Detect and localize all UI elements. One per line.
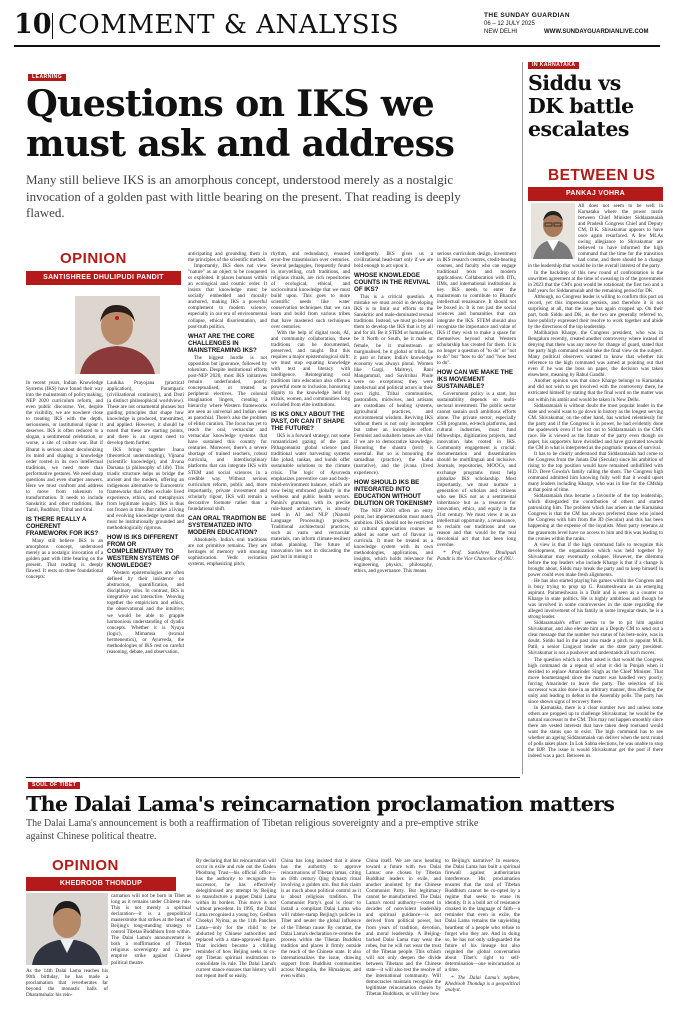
website: WWW.SUNDAYGUARDIANLIVE.COM [544,29,649,35]
siddu-headline [528,72,663,141]
section-rule [26,777,520,778]
siddu-body [528,203,663,1019]
city: NEW DELHI [484,29,518,35]
siddu-p1: All does not seem to be well in Karnataka where the power tussle between Chief Minister Siddaramaiah and Pradesh Congress Chief and Deputy CM, D.K. Shivakumar appears to have once again resurfaced. A few MLAs owing allegiance to Shivakumar are believed to have informed the high command that the time for the transition had come, and there should be a change in the leadership that would be in the overall interest of the party. [528,203,663,270]
iks-deck: Many still believe IKS is an amorphous concept, understood merely as a nostalgic invocation of a golden past with little bearing on the present. That reading is deeply flawed. [26,172,461,220]
page-number: 10 [14,9,52,40]
paper-name: THE SUNDAY GUARDIAN [484,12,570,19]
iks-headline-line1: Questions on IKS we [26,82,434,125]
iks-col5-p1: intelligently. IKS gives us a civilizational head-start only if we are bold enough to act upon it. [354,251,433,270]
siddu-p10: He has also started playing his games within the Congress and is busy trying to prop up G. Parameshwara as an emerging aspirant. Parameshwara is a Dalit and is seen as a counter to Kharge in state politics. He is highly ambitious and though he was involved in some controversies in the state regarding the alleged involvement of his family in some irregular deals, he is a strong leader. [528,577,663,621]
iks-col6-p2: Government policy is a start, but sustainability depends on multi-sectoral investment. The public sector cannot sustain such ambitious efforts alone. The private sector, especially CSR programs, ed-tech platforms, and cultural industries, must fund fellowships, digitization projects, and innovation labs rooted in IKS. Community engagement is crucial: documentation and dissemination should be multilingual and inclusive. Journals, repositories, MOOCs, and exchange programs must help globalize IKS scholarship. Most importantly, we must nurture a generation of scholars and citizens who see IKS not as a sentimental inheritance but as a resource for innovation, ethics, and equity in the 21st century. We must view it as an intellectual opportunity, a renaissance, to reclaim our traditions and use reason and that would be the real decolonial act that has been long overdue. [437,390,516,549]
iks-subhead-integrated: HOW SHOULD IKS BE INTEGRATED INTO EDUCATION WITHOUT DILUTION OR TOKENISM? [354,478,433,507]
iks-author-photo [75,296,160,374]
dalai-col-2: carnation will not be born in Tibet as long as it remains under Chinese rule. This is not merely a spiritual declaration—it is a geopolitical masterstroke that strikes at the heart of Beijing's long-standing strategy to control Tibetan Buddhism from within. The Dalai Lama's announcement is both a reaffirmation of Tibetan religious sovereignty and a pre-emptive strike against Chinese political theatre. [111,893,191,966]
siddu-p6: Siddaramaiah is without doubt the most popular leader in the state and would want to go down in history as the longest serving CM. Shivakumar, on the other hand, has worked relentlessly for the party and if the Congress is in power, he had evidently done the spadework even if he lost out to Siddaramaiah in the CM's race. He is viewed as the future of the party even though on paper, his supporters have dwindled and have gravitated towards the CM in what is interpreted as the pragmatic means of survival. [528,402,663,451]
iks-author-note: * Prof. Santishree Dhulipudi Pandit is the Vice Chancellor of JNU. [437,550,516,563]
iks-col-3 [188,251,267,776]
iks-author-byline: SANTISHREE DHULIPUDI PANDIT [26,271,181,285]
dalai-author-byline: KHEDROOB THONDUP [26,877,176,891]
siddu-p3: Although, no Congress leader is willing to confirm this pact on record, yet this impression persists, and therefore it is not surprising at all, that the issue has again cropped up. On their part, both Siddu and DK, as the two are generally referred to, have publicly expressed their resolve to work together and abide by the directions of the top leadership. [528,293,663,330]
iks-col3-p2: Importantly, IKS does not view "nature" as an object to be conquered or exploited. It places humans within an ecological and cosmic order. It insists that knowledge must be socially embedded and morally anchored, making IKS a powerful complement to modern science, especially in our era of environmental collapse, ethical disorientation, and post-truth politics. [188,263,267,330]
iks-subhead-whose: WHOSE KNOWLEDGE COUNTS IN THE REVIVAL OF IKS? [354,272,431,294]
siddu-p13: In Karnataka, there is a clear number two and unless some others are propped up to challenge Shivakumar, he would be the natural successor to the CM. This may not happen smoothly since there are vested interests that have taken deep rootsand would want the status quo to exist. The high command has to see whether an ageing Siddaramaiah can deliver when the next round of polls takes place. In Lok Sabha elections, he was unable to stop the BJP. The issue is would Shivakumar get the post if there indeed was a pact. Between us. [528,704,663,760]
dalai-col-5: China itself. We are now heading toward a future with two Dalai Lamas: one chosen by Tibetan Buddhist leaders in exile, and another anointed by the Chinese Communist Party. But legitimacy cannot be manufactured. The Dalai Lama's moral authority—rooted in decades of nonviolent leadership and spiritual guidance—is not derived from political power, but from years of tradition, devotion, and moral leadership. A Beijing-backed Dalai Lama may wear the robes, but he will not wear the trust of the Tibetan people. This schism will not only deepen the divide between Tibetans and the Chinese state—it will also test the resolve of the international community. Will democracies maintain recognize the legitimate reincarnation chosen by Tibetan Buddhists, or will they bow [366,858,441,998]
iks-col4-p2: With the help of digital tools, AI, and community collaboration, these traditions can be documented, preserved, and taught. But this requires a major epistemological shift: we must stop equating knowledge with text and literacy with intelligence. Reintegrating oral traditions into education also offers a powerful route to inclusion, honouring dignity to the knowledge held by tribals, women, and communities long excluded from elite institutions. [271,329,350,409]
iks-subhead-western: HOW IS IKS DIFFERENT FROM OR COMPLEMENTARY TO WESTERN SYSTEMS OF KNOWLEDGE? [107,534,180,570]
iks-col1-p1: In recent years, Indian Knowledge Systems (IKS) have found their way into the mainstream of policymaking, NEP 2020 curriculum reform, and even public discourse. Yet, despite the visibility, we are nowhere close to treating IKS with the depth, seriousness, or institutional rigour it deserves. IKS is often reduced to a slogan, a sentimental celebration, or worse, a site of culture war. But if Bharat is serious about decolonizing its mind and shaping a knowledge order rooted in its own intellectual traditions, we need more than performative gestures. We need sharp questions and even sharper answers. Here we must confront and address to move from tokenism to transformation. It needs to include Sanskritic and other traditions, like Tamil, Buddhist, Tribal and Oral. [26,380,103,513]
dalai-author-photo [26,893,108,965]
iks-opinion-label: OPINION [60,250,127,267]
dalai-col-6 [445,858,520,1022]
page-divider [52,13,53,39]
siddu-p11: Siddaramaiah's effort seems to be to pit him against Shivakumar, and also elevate him as a Deputy CM to send out a clear message that the number two status of his bete-noire, was in doubt. Siddu had in the past also made a pitch to appoint M.B. Patil, a senior Lingayat leader as the state party president. Shivakumar is not a pushover and understands all such moves. [528,620,663,657]
iks-headline-line2: must ask and address [26,122,455,165]
column-divider [522,62,523,774]
iks-subhead-future: IS IKS ONLY ABOUT THE PAST, OR CAN IT SHAPE THE FUTURE? [271,411,345,433]
iks-col-1 [26,380,103,780]
iks-col4-p3: IKS is a forward strategy, not some romanticized gazing of the past. Pithagoreanist global science (and traditional water harvesting systems like johad, tankas, and kunds offer sustainable solutions to the climate crisis. The logic of Ayurveda emphasizes preventive care and body-mind-environment balance, which are now being embraced globally in the wellness and public health sectors. Panini's grammar, with its precise rule-based architecture, is already used in AI and NLP (Natural Language Processing) projects. Traditional architectural practices, such as vastu and vernacular materials, can inform climate-resilient urban planning. The future of innovation lies not in discarding the past but in mining it [271,433,350,561]
dalai-author-note: * The Dalai Lama's nephew, Khedroob Thondup is a geopolitical analyst. [445,974,520,993]
iks-headline [26,84,486,164]
dateline: 06 – 12 JULY 2025 [484,21,535,27]
iks-col3-p4: Absolutely. India's oral traditions are not primitive remains. They are heritages of memory with stunning sophistication. Vedic recitation systems, emphasizing pitch, [188,536,267,568]
iks-col2-p2: IKS brings together Jnana (theoretical understanding), Vijnana (scientific knowledge), and Jivana Darsana (a philosophy of life). This triadic structure helps us bridge the ancient and the modern, offering an indigenous alternative to Eurocentric frameworks that often exclude lived experience, ethics, and metaphysics from legitimate inquiry. IKS is thus not frozen in time. But rather a living and evolving knowledge system that must be institutionally grounded and methodologically rigorous. [107,446,184,532]
iks-col6-p1: serious curriculum design, investment in IKS research centres, credit-bearing courses, and faculty who can engage traditional texts and modern applications. Collaboration with IITs, IIMs, and international institutions is key. IKS needs to enter the mainstream to contribute to Bharat's intellectual renaissance. It should not be boxed in. It is not just the social sciences and humanities that can integrate the IKS. STEM should also recognize the importance and value of IKS if they wish to make a space for themselves beyond what Western scholarship has created for them. It is no longer a question of "to do" or "not to do" but "how to do" and "how best to do". [437,251,516,366]
iks-col1-p2: Many still believe IKS is an amorphous concept, understood merely as a nostalgic invocation of a golden past with little bearing on the present. That reading is deeply flawed. It rests on three foundational concepts: [26,538,103,581]
iks-col-2 [107,380,184,780]
siddu-p7: It has to be clearly understood that Siddaramaiah had come to the Congress from the Janata Dal (Secular) since his ambition of rising to the top position would have remained unfulfilled with H.D. Deve Gowda's family calling the shots. The Congress high command admitted him knowing fully well that it would upset many leaders including Kharge, who was in line for the CMship at that point of time. [528,450,663,494]
siddu-headline-line3: escalates [528,117,629,141]
dalai-deck: The Dalai Lama's announcement is both a reaffirmation of Tibetan religious sovereignty and a pre-emptive strike against Chinese political theatre. [26,818,479,842]
iks-col5-p3: The NEP 2020 offers an entry point, but implementation must match ambition. IKS should not be restricted to cultural appreciation courses or added as some sort of flavour in curricula. It must be treated as a knowledge system with its own methodologies, applications, and insights, which holds relevance for engineering, physics, philosophy, ethics, and governance. This means [354,507,433,575]
dalai-col-4: China has long insisted that it alone has the authority to approve reincarnations of Tibetan lamas, citing an 18th century Qing dynasty ritual involving a golden urn. But this claim is as much about political control as it is about religious tradition. The Communist Party's goal is clear: to install a compliant Dalai Lama who will rubber-stamp Beijing's policies in Tibet and neuter the global influence of the Tibetan cause. By contrast, the Dalai Lama's declaration re-centres the process within the Tibetan Buddhist tradition and places it firmly outside the reach of the Chinese state. It also internationalizes the issue, drawing support from Buddhist communities across Mongolia, the Himalayas, and even within [281,858,361,979]
iks-col2-p1: Laukika Prayojana (practical application), Paramparic (civilizational continuity), and Drsti (a distinct philosophical worldview). These are not ornamental phrases but guiding principles that shape how knowledge is produced, transmitted, and applied. However, it should be noted that these are starting points, and there is an urgent need to develop them further. [107,380,184,447]
iks-subhead-oral: CAN ORAL TRADITION BE SYSTEMATIZED INTO MODERN EDUCATION? [188,514,267,536]
dalai-col-1: As the 14th Dalai Lama reaches his 90th birthday, he has made a proclamation that reverberates far beyond the monastic halls of Dharamshala: his rein- [26,968,108,999]
masthead-rule [14,45,660,47]
masthead [14,10,660,44]
photo-float-space [528,203,578,261]
siddu-headline-line1: Siddu vs [528,71,621,95]
column-name-between-us: BETWEEN US [548,167,656,184]
iks-col-5 [354,251,433,776]
siddu-headline-line2: DK battle [528,94,634,118]
iks-subhead-sustainable: HOW CAN WE MAKE THE IKS MOVEMENT SUSTAINABLE? [437,368,513,390]
section-title: COMMENT & ANALYSIS [58,10,400,40]
iks-subhead-challenges: WHAT ARE THE CORE CHALLENGES IN MAINSTREAMING IKS? [188,332,257,354]
siddu-p12: The question which is often asked is that would the Congress high command do a repeat of what it did in Punjab when it decided to replace Amarinder Singh as the Chief Minister. That move boomeranged since the matter was handled very poorly, forcing Amarinder to leave the party. The selection of his successor was also done in an arbitrary manner, thus affecting the unity and leading to defeat in the Assembly polls. The party has since shown signs of recovery there. [528,656,663,705]
iks-col-4 [271,251,350,776]
iks-col3-p3: The biggest hurdle is not opposition but ignorance, followed by tokenism. Despite institutional efforts post-NEP 2020, most IKS initiatives remain underfunded, poorly conceptualised, or treated as peripheral electives. The colonial imagination lingers, creating a hierarchy where Western frameworks are seen as universal and Indian ones as parochial. There's also the problem of elitist curation. The focus has yet to reach the oral, vernacular and vernacular knowledge systems that have sustained this country for centuries. Moreover, there's a severe shortage of trained teachers, robust curricula, and interdisciplinary platforms that can integrate IKS with STEM and social sciences in a credible way. Without serious curriculum reform, public and, more importantly, private investment and scholarly rigour, IKS will remain a decorative footnote rather than a foundational shift. [188,354,267,512]
siddu-p4: Mallikarjun Kharge, the Congress president, who was in Bengaluru recently, created another controversy where instead of denying that there was any move for change of guard, stated that the party high command would take the final view on the subject. Many political observers wanted to know that whether his reference to the high command was aimed at pointing out that even if he was the boss on paper, the decision was taken elsewhere, meaning by Rahul Gandhi. [528,329,663,379]
siddu-p8: Siddaramaiah thus became a favourite of the top leadership, which disregarded the contribution of others and started patronizing him. The problem which has arisen in the Karnataka Congress is that the CM has always preferred those who joined the Congress with him from the JD (Secular) and this has been happening at the expense of the loyalists. Most party veterans at the grassroots level have no access to him and this was leading to the cronies within the ranks. [528,493,663,542]
iks-col3-p1: anticipating and grounding them in the principles of the scientific method. [188,251,267,264]
iks-subhead-framework: IS THERE REALLY A COHERENT FRAMEWORK FOR IKS? [26,516,99,538]
siddu-author-byline: PANKAJ VOHRA [528,187,663,201]
iks-col5-p2: This is a critical question. A mistake we must avoid in developing IKS is to limit our efforts to the Sanskritic and male-dominated textual traditions. Instead, we must go beyond them to develop the IKS that is by all and for all. Be it STEM or humanities, be it North or South, be it male or female, be it mainstream or marginalised, be it global or tribal, be it past or future; India's knowledge economy was always plural. Women like Gargi, Maitreyi, Rani Mangammal, and Savitribai Phule were no exceptions; they were intellectual and political actors in their own right. Tribal communities, pastoralists, midwives, and artisans are custodians of healing systems, agricultural practices, and environmental wisdom. Reviving IKS without them is not only incomplete but rather an incomplete effort. Feminist and subaltern lenses are vital if we are to democratize knowledge. Honoring the shastra (text) is essential. But so is honouring the samadhan (practice), the katha (narrative), and the jivana (lived experience). [354,294,433,476]
iks-col-6 [437,251,516,776]
iks-col4-p1: rhythm, and redundancy, ensured error-free transmission over centuries. Several pedagogies, frequently found in storytelling, craft traditions, and religious rituals, are rich repositories of ecological, ethical, and sociocultural knowledge that we must build upon. This goes to more scientific needs like water conservation techniques that we can learn and build from various tribes that have mastered such techniques over centuries. [271,251,350,330]
siddu-p9: A view is that if the high command fails to recognize this development, the organization which was held together by Shivakumar may eventually collapse. However, the dilemma before the top leaders who include Kharge is that if a change is brought about, Siddu may break the party and to keep himself in power could even make fresh alignments. [528,541,663,578]
section-tag-learning: LEARNING [28,74,66,81]
iks-col2-p3: Western epistemologies are often defined by their insistence on abstraction, quantification, and disciplinary silos. In contrast, IKS is integrative and interactive. Weaving together the empiricism and ethics, the observational and the intuitive; we would be able to grapple harmonious understanding of dyadic concepts. Whether it is Nyaya (logic), Mimamsa (textual hermeneutics), or Ayurveda, the methodologies of IKS rest on careful reasoning, debate, and observation, [107,570,184,655]
dalai-col6-text: to Beijing's narrative? In essence, the Dalai Lama has built a spiritual firewall against authoritarian interference. His proclamation ensures that the soul of Tibetan Buddhism cannot be co-opted by a regime that seeks to erase its identity. It is a bold act of resistance cloaked in the language of faith—a reminder that even in exile, the Dalai Lama remains the unyielding heartbeat of a people who refuse to forget who they are. And in doing so, he has not only safeguarded the future of his lineage but also reignited the global conversation about Tibet's right to self-determination—one reincarnation at a time. [445,858,520,973]
siddu-p2: In the backdrop of this new round of confrontation is the unwritten agreement at the time of swearing in of the government in 2023 that the CM's post would be rotational; the first two and a half years for Siddaramaiah and the remaining period for DK. [528,269,663,294]
dalai-headline: The Dalai Lama's reincarnation proclamation matters [26,792,615,816]
siddu-p5: Another opinion was that since Kharge belongs to Karnataka and did not wish to get involved with the controversy there, he extricated himself by stating that the final word on the matter was not within his ambit and would be taken in New Delhi. [528,378,663,403]
dalai-col-3: By declaring that his reincarnation will occur in exile and rule out the Gaden Phodrang Trust—his official office—has the authority to recognize his successor, he has effectively delegitimised any attempt by Beijing to manufacture a puppet Dalai Lama within its borders. This move is not without precedent. In 1995, the Dalai Lama recognised a young boy, Gedhun Choekyi Nyima, as the 11th Panchen Lama—only for the child to be abducted by Chinese authorities and replaced with a state-approved figure. That incident became a chilling reminder of how Beijing seeks to co-opt Tibetan spiritual institutions to consolidate its rule. The Dalai Lama's current stance ensures that history will not repeat itself so easily. [196,858,276,979]
section-tag-soul-of-tibet: SOUL OF TIBET [28,782,80,789]
dalai-opinion-label: OPINION [52,857,119,874]
section-tag-karnataka: IN KARNATAKA [528,62,579,69]
